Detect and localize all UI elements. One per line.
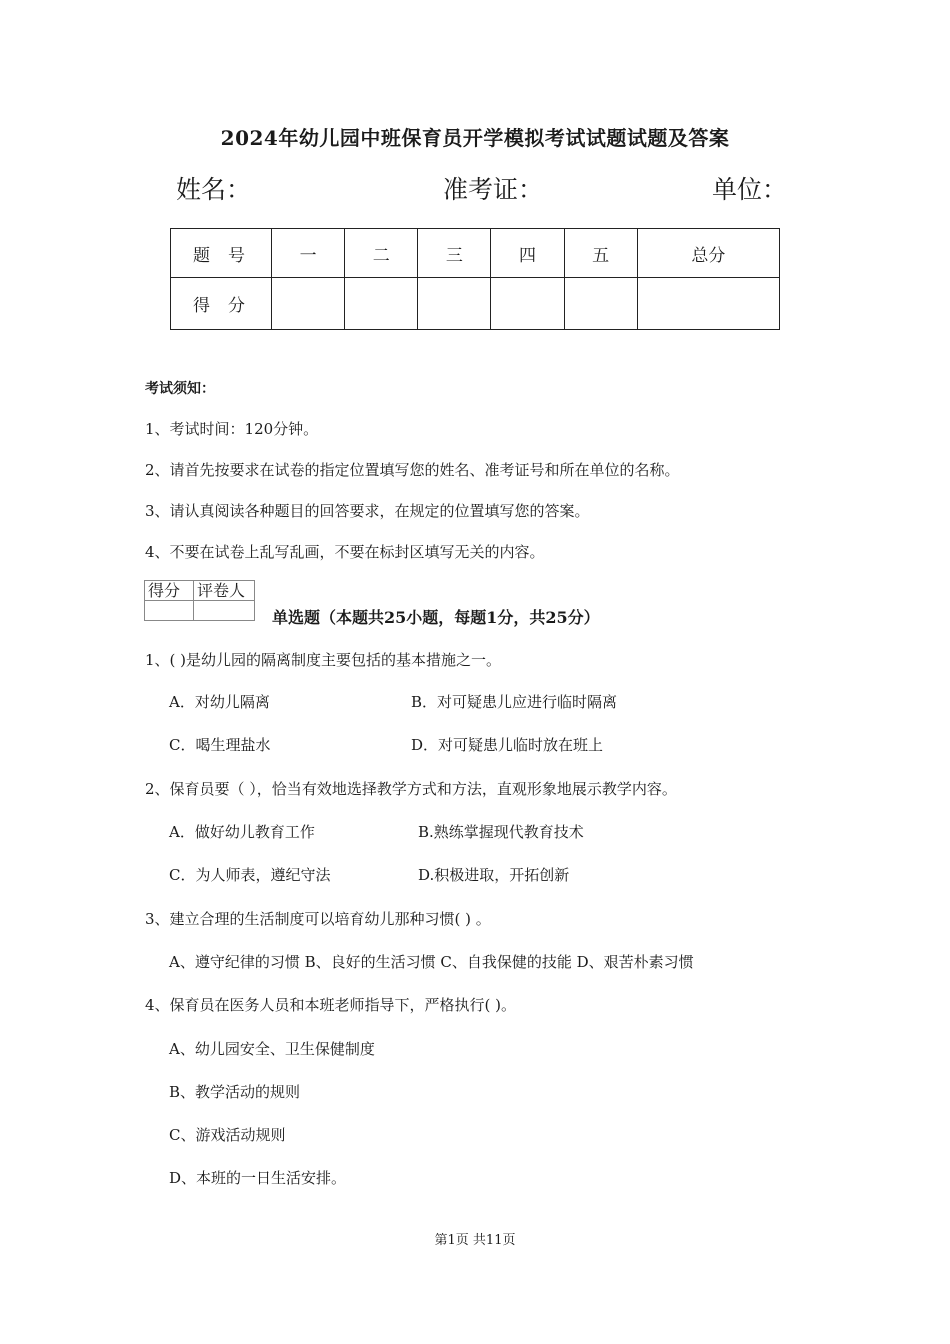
question-option[interactable]: D．对可疑患儿临时放在班上 (411, 736, 604, 754)
notice-item: 2、请首先按要求在试卷的指定位置填写您的姓名、准考证号和所在单位的名称。 (145, 461, 680, 479)
question-option[interactable]: B．对可疑患儿应进行临时隔离 (411, 693, 618, 711)
question-stem: 1、( )是幼儿园的隔离制度主要包括的基本措施之一。 (145, 651, 502, 669)
exam-number-field-label: 准考证： (443, 175, 544, 204)
question-stem: 3、建立合理的生活制度可以培育幼儿那种习惯( ) 。 (145, 910, 491, 928)
score-cell-3[interactable] (418, 278, 491, 330)
notice-title: 考试须知： (145, 381, 215, 397)
score-cell-4[interactable] (491, 278, 564, 330)
notice-item: 3、请认真阅读各种题目的回答要求，在规定的位置填写您的答案。 (145, 502, 590, 520)
score-table-header-row (171, 229, 780, 278)
question-option[interactable]: B、教学活动的规则 (169, 1083, 301, 1101)
score-column-1: 一 (272, 229, 345, 278)
grader-score-cell[interactable] (145, 601, 194, 621)
score-cell-total[interactable] (637, 278, 779, 330)
grader-name-cell[interactable] (194, 601, 255, 621)
score-cell-1[interactable] (272, 278, 345, 330)
question-option[interactable]: C．喝生理盐水 (169, 736, 271, 754)
grader-score-label: 得分 (145, 581, 194, 601)
section-title: 单选题（本题共25小题，每题1分，共25分） (272, 608, 600, 627)
question-option[interactable]: D.积极进取，开拓创新 (418, 866, 570, 884)
grader-box (144, 580, 255, 621)
question-option[interactable]: C．为人师表，遵纪守法 (169, 866, 331, 884)
score-cell-5[interactable] (564, 278, 637, 330)
grader-name-label: 评卷人 (194, 581, 255, 601)
page-title: 2024年幼儿园中班保育员开学模拟考试试题试题及答案 (220, 126, 730, 150)
score-column-2: 二 (345, 229, 418, 278)
score-column-3: 三 (418, 229, 491, 278)
page-footer: 第1页 共11页 (434, 1233, 516, 1248)
question-option[interactable]: A．对幼儿隔离 (169, 693, 270, 711)
notice-item: 1、考试时间：120分钟。 (145, 420, 319, 438)
score-cell-2[interactable] (345, 278, 418, 330)
name-field-label: 姓名： (176, 175, 252, 204)
question-option[interactable]: C、游戏活动规则 (169, 1126, 286, 1144)
score-table-score-row (171, 278, 780, 330)
score-table (170, 228, 780, 330)
question-stem: 2、保育员要（ ），恰当有效地选择教学方式和方法，直观形象地展示教学内容。 (145, 780, 677, 798)
question-number-label: 题号 (171, 229, 272, 278)
score-column-total: 总分 (637, 229, 779, 278)
question-option[interactable]: A．做好幼儿教育工作 (169, 823, 315, 841)
question-option[interactable]: B.熟练掌握现代教育技术 (418, 823, 584, 841)
question-option[interactable]: A、幼儿园安全、卫生保健制度 (169, 1040, 375, 1058)
score-column-5: 五 (564, 229, 637, 278)
question-option[interactable]: D、本班的一日生活安排。 (169, 1169, 347, 1187)
unit-field-label: 单位： (712, 175, 788, 204)
score-label: 得分 (171, 278, 272, 330)
notice-item: 4、不要在试卷上乱写乱画，不要在标封区填写无关的内容。 (145, 543, 545, 561)
score-column-4: 四 (491, 229, 564, 278)
question-stem: 4、保育员在医务人员和本班老师指导下，严格执行( )。 (145, 996, 517, 1014)
question-option[interactable]: A、遵守纪律的习惯 B、良好的生活习惯 C、自我保健的技能 D、艰苦朴素习惯 (169, 953, 694, 971)
